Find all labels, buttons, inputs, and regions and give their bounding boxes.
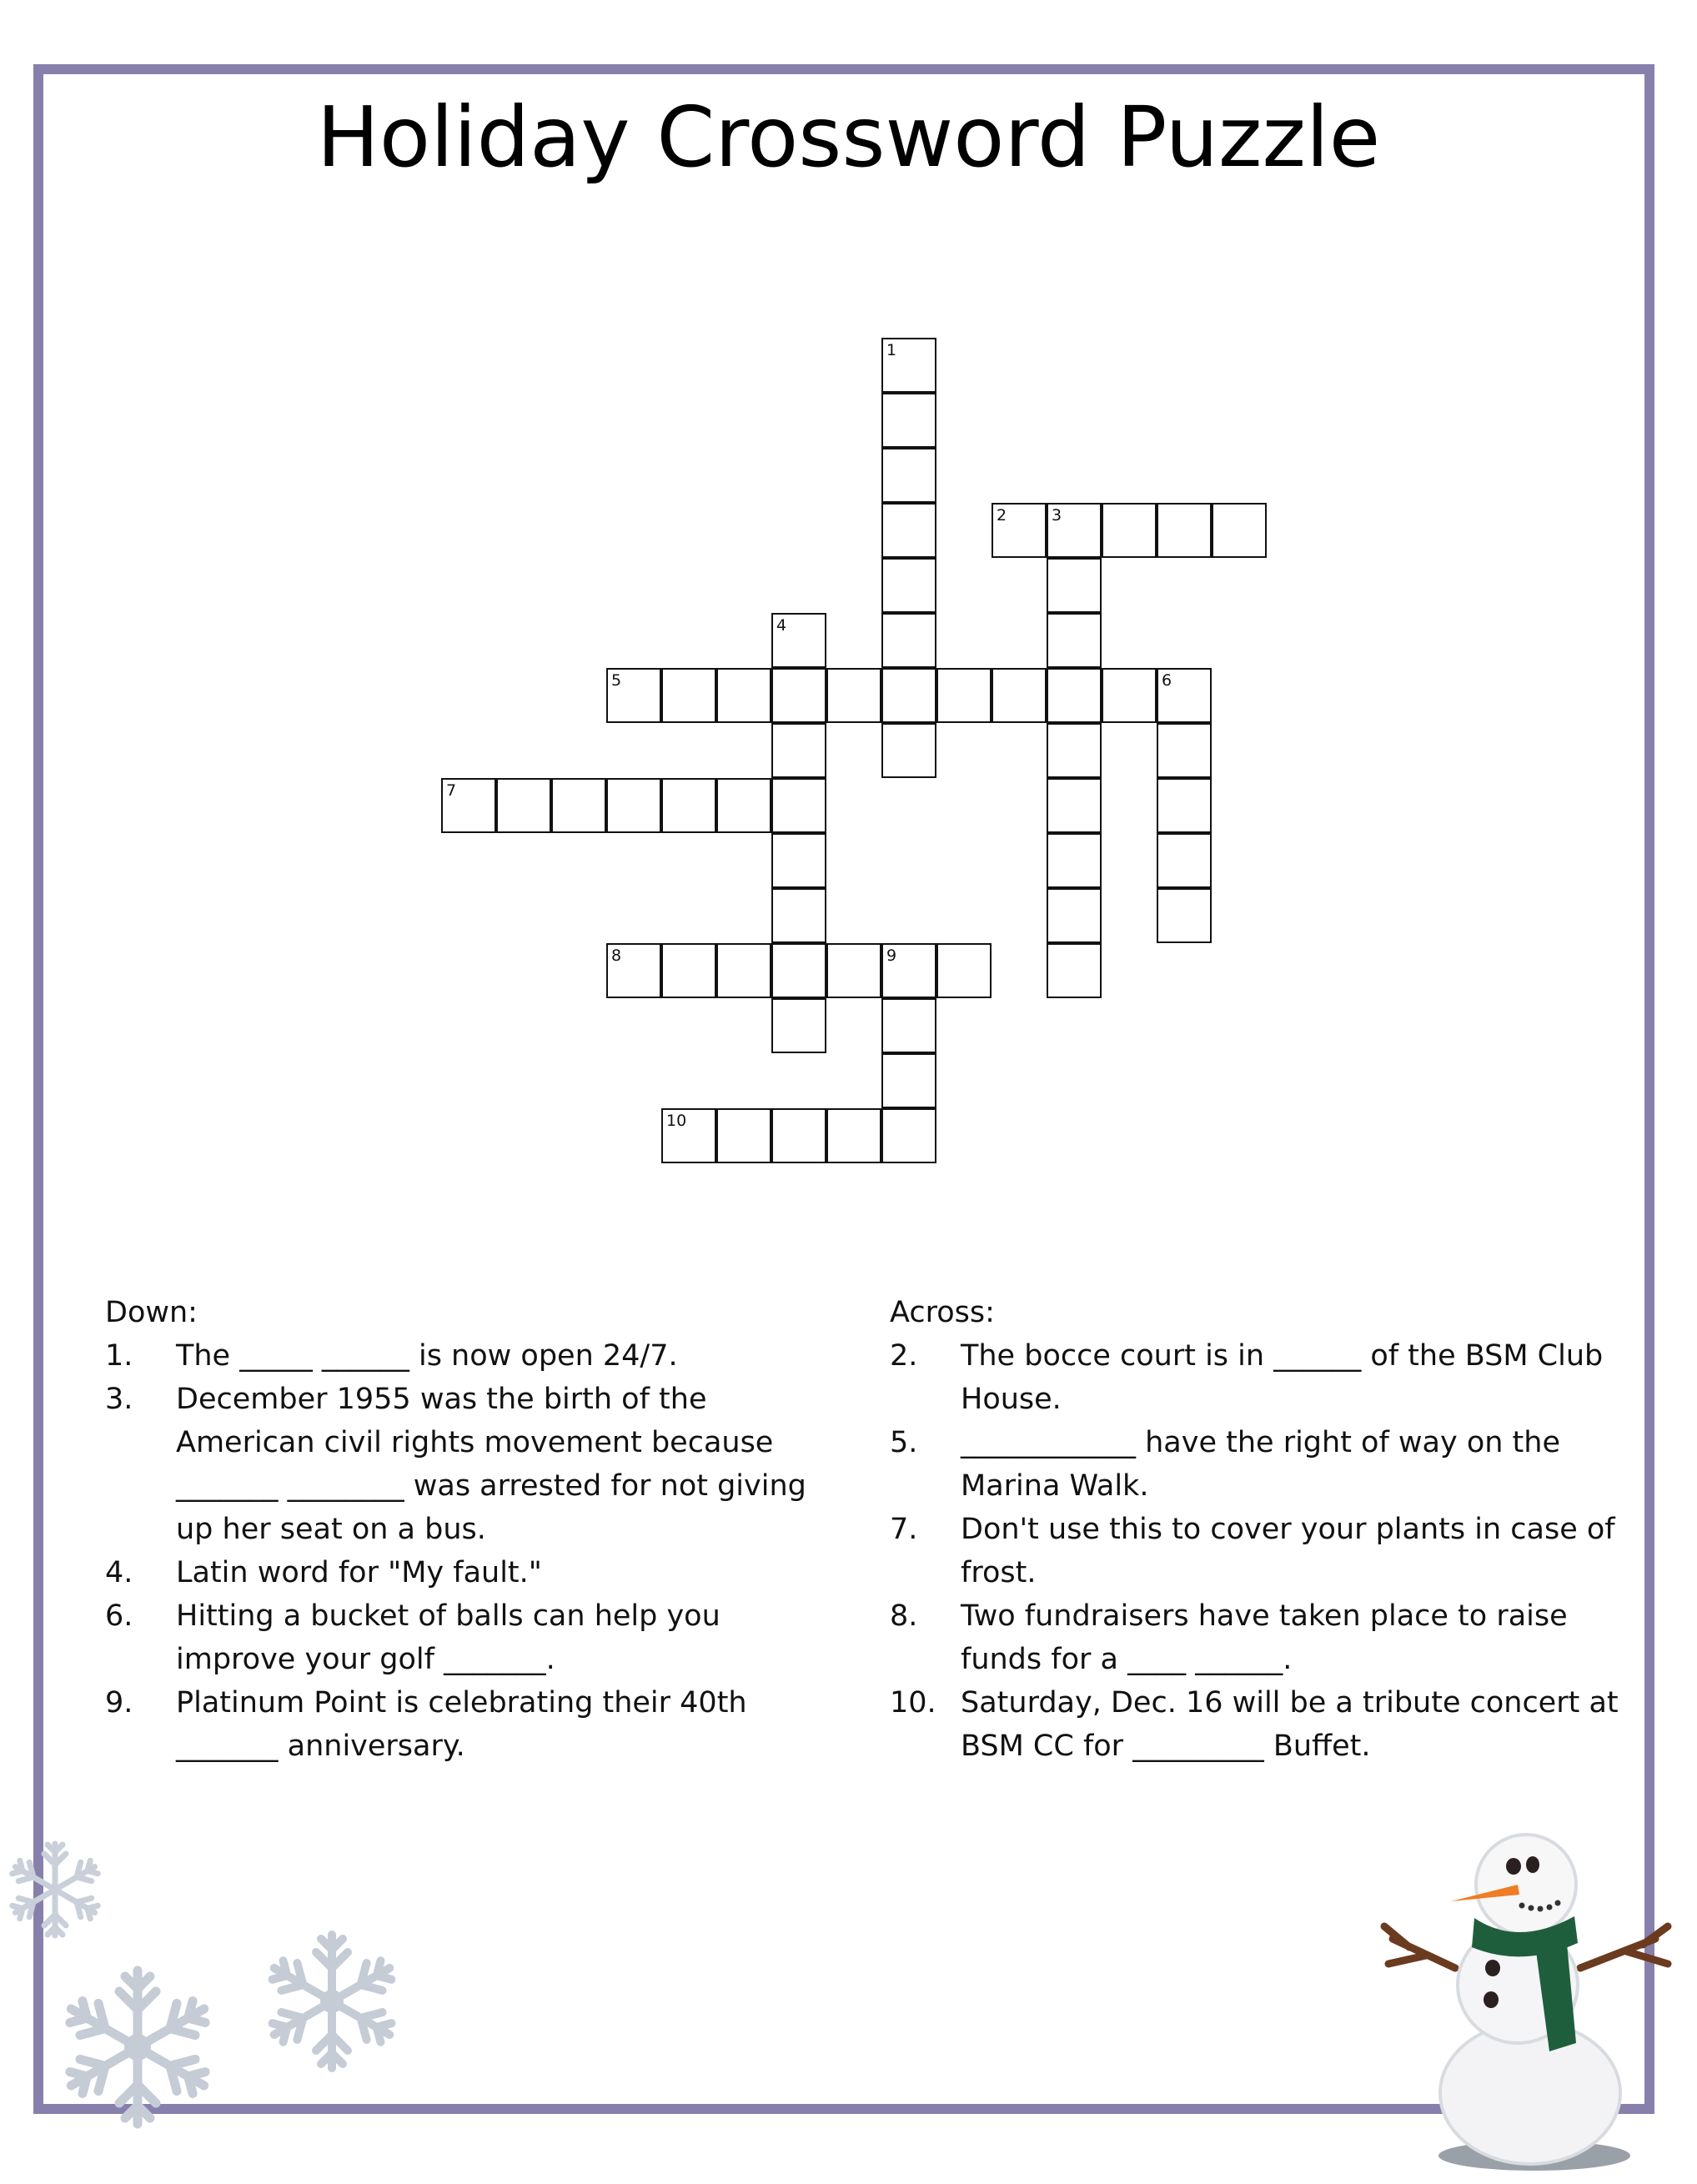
snowflake-group xyxy=(0,1818,434,2184)
clue-number: 8. xyxy=(890,1599,918,1633)
grid-cell[interactable] xyxy=(881,668,936,723)
grid-cell[interactable] xyxy=(1157,833,1212,888)
snowflake-icon xyxy=(10,1844,100,1935)
grid-cell[interactable] xyxy=(1102,668,1157,723)
grid-cell[interactable] xyxy=(1047,778,1102,833)
cell-number: 5 xyxy=(611,671,622,690)
cell-number: 4 xyxy=(776,616,787,635)
grid-cell[interactable] xyxy=(1047,943,1102,998)
page-title: Holiday Crossword Puzzle xyxy=(316,88,1381,186)
across-heading: Across: xyxy=(890,1296,995,1329)
grid-cell[interactable] xyxy=(881,338,936,393)
down-clue xyxy=(105,1334,831,1378)
grid-cell[interactable] xyxy=(771,613,826,668)
snowflake-icon xyxy=(266,1935,398,2068)
cell-number: 1 xyxy=(886,341,897,359)
grid-cell[interactable] xyxy=(881,943,936,998)
clue-text: Platinum Point is celebrating their 40th _______ anniversary. xyxy=(176,1686,747,1763)
cell-number: 7 xyxy=(446,781,457,800)
across-clue xyxy=(890,1594,1624,1681)
across-clue xyxy=(890,1421,1624,1508)
cell-number: 10 xyxy=(666,1112,687,1130)
grid-cell[interactable] xyxy=(1157,888,1212,943)
grid-cell[interactable] xyxy=(1157,503,1212,558)
cell-number: 2 xyxy=(997,506,1007,525)
clue-number: 6. xyxy=(105,1599,133,1633)
grid-cell[interactable] xyxy=(1047,558,1102,613)
grid-cell[interactable] xyxy=(716,778,771,833)
cell-number: 9 xyxy=(886,946,897,965)
grid-cell[interactable] xyxy=(1157,668,1212,723)
grid-cell[interactable] xyxy=(881,723,936,778)
grid-cell[interactable] xyxy=(1047,613,1102,668)
grid-cell[interactable] xyxy=(1212,503,1267,558)
grid-cell[interactable] xyxy=(992,668,1047,723)
grid-cell[interactable] xyxy=(606,778,661,833)
clue-text: Saturday, Dec. 16 will be a tribute concert at BSM CC for _________ Buffet. xyxy=(961,1686,1619,1763)
grid-cell[interactable] xyxy=(771,998,826,1053)
clue-text: December 1955 was the birth of the American civil rights movement because _______ ________ was arrested for not giving up her seat on a bus. xyxy=(176,1383,806,1546)
clue-text: Hitting a bucket of balls can help you improve your golf _______. xyxy=(176,1599,720,1676)
grid-cell[interactable] xyxy=(771,723,826,778)
grid-cell[interactable] xyxy=(661,778,716,833)
grid-cell[interactable] xyxy=(716,668,771,723)
cell-number: 8 xyxy=(611,946,622,965)
grid-cell[interactable] xyxy=(1047,503,1102,558)
down-clue xyxy=(105,1681,831,1768)
clue-number: 4. xyxy=(105,1556,133,1589)
clue-number: 9. xyxy=(105,1686,133,1720)
grid-cell[interactable] xyxy=(1047,668,1102,723)
down-heading: Down: xyxy=(105,1296,198,1329)
grid-cell[interactable] xyxy=(826,668,881,723)
grid-cell[interactable] xyxy=(771,943,826,998)
grid-cell[interactable] xyxy=(661,943,716,998)
clue-text: The bocce court is in ______ of the BSM Club House. xyxy=(961,1339,1604,1416)
grid-cell[interactable] xyxy=(1047,888,1102,943)
grid-cell[interactable] xyxy=(881,613,936,668)
grid-cell[interactable] xyxy=(551,778,606,833)
cell-number: 6 xyxy=(1162,671,1172,690)
grid-cell[interactable] xyxy=(881,448,936,503)
grid-cell[interactable] xyxy=(606,943,661,998)
across-clue xyxy=(890,1334,1624,1421)
grid-cell[interactable] xyxy=(1157,723,1212,778)
grid-cell[interactable] xyxy=(771,778,826,833)
grid-cell[interactable] xyxy=(992,503,1047,558)
grid-cell[interactable] xyxy=(881,503,936,558)
grid-cell[interactable] xyxy=(661,1108,716,1163)
down-clue xyxy=(105,1551,831,1594)
grid-cell[interactable] xyxy=(1157,778,1212,833)
across-clue xyxy=(890,1508,1624,1594)
clue-number: 3. xyxy=(105,1383,133,1416)
clue-number: 1. xyxy=(105,1339,133,1373)
grid-cell[interactable] xyxy=(881,393,936,448)
grid-cell[interactable] xyxy=(606,668,661,723)
grid-cell[interactable] xyxy=(771,888,826,943)
clue-number: 7. xyxy=(890,1513,918,1546)
clue-text: The _____ ______ is now open 24/7. xyxy=(176,1339,678,1373)
grid-cell[interactable] xyxy=(441,778,496,833)
clue-number: 5. xyxy=(890,1426,918,1459)
grid-cell[interactable] xyxy=(826,943,881,998)
grid-cell[interactable] xyxy=(936,943,992,998)
grid-cell[interactable] xyxy=(1047,723,1102,778)
clue-text: Two fundraisers have taken place to raise funds for a ____ ______. xyxy=(961,1599,1568,1676)
grid-cell[interactable] xyxy=(1102,503,1157,558)
cell-number: 3 xyxy=(1052,506,1062,525)
grid-cell[interactable] xyxy=(771,833,826,888)
down-clue-list xyxy=(105,1334,831,1768)
down-clues xyxy=(105,1291,831,1768)
grid-cell[interactable] xyxy=(496,778,551,833)
grid-cell[interactable] xyxy=(881,1108,936,1163)
grid-cell[interactable] xyxy=(661,668,716,723)
across-clues xyxy=(890,1291,1624,1768)
grid-cell[interactable] xyxy=(716,943,771,998)
down-clue xyxy=(105,1378,831,1551)
grid-cell[interactable] xyxy=(1047,833,1102,888)
grid-cell[interactable] xyxy=(881,558,936,613)
grid-cell[interactable] xyxy=(716,1108,771,1163)
across-clue-list xyxy=(890,1334,1624,1768)
grid-cell[interactable] xyxy=(881,1053,936,1108)
clue-number: 10. xyxy=(890,1686,936,1720)
grid-cell[interactable] xyxy=(826,1108,881,1163)
grid-cell[interactable] xyxy=(936,668,992,723)
clue-text: Don't use this to cover your plants in case of frost. xyxy=(961,1513,1615,1589)
down-clue xyxy=(105,1594,831,1681)
clue-number: 2. xyxy=(890,1339,918,1373)
grid-cell[interactable] xyxy=(771,668,826,723)
snowflake-icon xyxy=(62,1971,213,2124)
grid-cell[interactable] xyxy=(771,1108,826,1163)
across-clue xyxy=(890,1681,1624,1768)
clue-text: Latin word for "My fault." xyxy=(176,1556,542,1589)
clue-text: ____________ have the right of way on the Marina Walk. xyxy=(961,1426,1560,1503)
snowman-icon xyxy=(1368,1801,1697,2184)
grid-cell[interactable] xyxy=(881,998,936,1053)
